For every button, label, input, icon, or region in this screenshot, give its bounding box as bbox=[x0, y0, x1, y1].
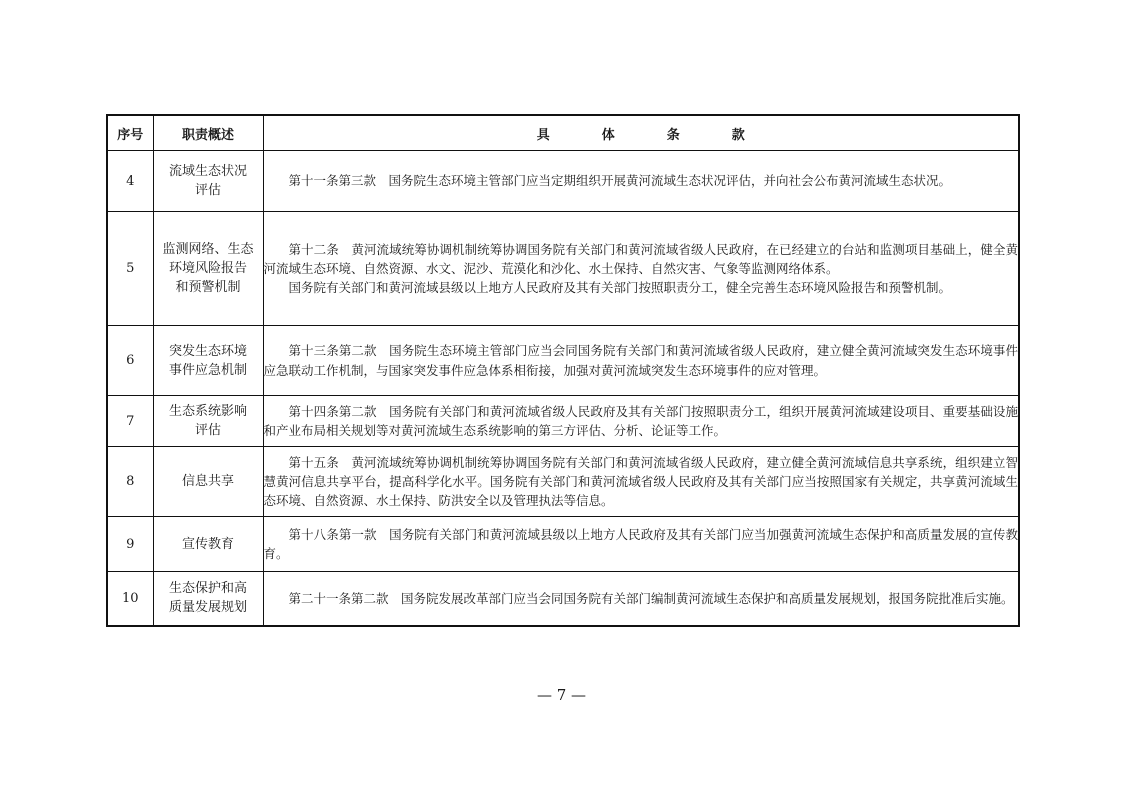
row-summary-line: 突发生态环境 bbox=[168, 343, 247, 359]
table-row bbox=[107, 447, 1019, 517]
row-detail-paragraph: 国务院有关部门和黄河流域县级以上地方人民政府及其有关部门按照职责分工，健全完善生态环境风险报告和预警机制。 bbox=[288, 280, 952, 296]
header-detail-letter: 具 bbox=[536, 127, 550, 143]
table-row bbox=[107, 517, 1019, 572]
row-summary-line: 和预警机制 bbox=[175, 280, 241, 295]
row-detail-paragraph: 第十一条第三款 国务院生态环境主管部门应当定期组织开展黄河流域生态状况评估，并向社会公布黄河流域生态状况。 bbox=[288, 173, 952, 189]
row-summary-line: 信息共享 bbox=[181, 474, 234, 489]
row-detail bbox=[263, 212, 1019, 326]
row-detail bbox=[263, 396, 1019, 447]
row-summary bbox=[153, 151, 263, 212]
row-summary bbox=[153, 326, 263, 396]
row-detail-paragraph: 第十三条第二款 国务院生态环境主管部门应当会同国务院有关部门和黄河流域省级人民政府，建立健全黄河流域突发生态环境事件应急联动工作机制，与国家突发事件应急体系相衔接，加强对黄河流域突发生态环境事件的应对管理。 bbox=[263, 343, 1018, 378]
row-detail-paragraph: 第十五条 黄河流域统筹协调机制统筹协调国务院有关部门和黄河流域省级人民政府，建立健全黄河流域信息共享系统，组织建立智慧黄河信息共享平台，提高科学化水平。国务院有关部门和黄河流域省级人民政府及其有关部门应当按照国家有关规定，共享黄河流域生态环境、自然资源、水土保持、防洪安全以及管理执法等信息。 bbox=[263, 454, 1018, 509]
table-row bbox=[107, 326, 1019, 396]
row-number: 6 bbox=[107, 326, 153, 396]
row-detail-paragraph: 第二十一条第二款 国务院发展改革部门应当会同国务院有关部门编制黄河流域生态保护和高质量发展规划，报国务院批准后实施。 bbox=[288, 590, 1014, 606]
row-detail bbox=[263, 572, 1019, 626]
row-detail bbox=[263, 447, 1019, 517]
table-row bbox=[107, 396, 1019, 447]
table-row bbox=[107, 572, 1019, 626]
row-summary-line: 质量发展规划 bbox=[168, 600, 247, 616]
row-detail-paragraph: 第十八条第一款 国务院有关部门和黄河流域县级以上地方人民政府及其有关部门应当加强黄河流域生态保护和高质量发展的宣传教育。 bbox=[263, 526, 1018, 561]
header-detail-letter: 条 bbox=[666, 127, 680, 143]
row-summary bbox=[153, 572, 263, 626]
row-summary-line: 监测网络、生态 bbox=[162, 242, 254, 257]
row-summary-line: 生态保护和高 bbox=[168, 581, 247, 597]
header-detail bbox=[263, 115, 1019, 151]
duty-table bbox=[106, 114, 1020, 627]
row-summary-line: 评估 bbox=[194, 183, 221, 198]
header-summary: 职责概述 bbox=[153, 115, 263, 151]
row-summary-line: 环境风险报告 bbox=[168, 261, 247, 276]
row-detail bbox=[263, 517, 1019, 572]
table-row bbox=[107, 212, 1019, 326]
row-summary-line: 事件应急机制 bbox=[168, 362, 247, 378]
row-number: 5 bbox=[107, 212, 153, 326]
table-row bbox=[107, 151, 1019, 212]
row-summary bbox=[153, 447, 263, 517]
row-summary-line: 生态系统影响 bbox=[168, 404, 247, 419]
row-number: 10 bbox=[107, 572, 153, 626]
row-summary bbox=[153, 212, 263, 326]
row-summary-line: 宣传教育 bbox=[181, 536, 234, 552]
row-detail bbox=[263, 326, 1019, 396]
page-number: — 7 — bbox=[536, 686, 587, 704]
row-summary-line: 流域生态状况 bbox=[168, 164, 247, 179]
row-summary-line: 评估 bbox=[194, 423, 221, 438]
row-summary bbox=[153, 396, 263, 447]
row-number: 4 bbox=[107, 151, 153, 212]
header-number: 序号 bbox=[107, 115, 153, 151]
header-detail-letter: 体 bbox=[601, 127, 615, 143]
table-body bbox=[107, 151, 1019, 626]
row-number: 7 bbox=[107, 396, 153, 447]
table-header-row bbox=[107, 115, 1019, 151]
row-detail-paragraph: 第十四条第二款 国务院有关部门和黄河流域省级人民政府及其有关部门按照职责分工，组织开展黄河流域建设项目、重要基础设施和产业布局相关规划等对黄河流域生态系统影响的第三方评估、分析、论证等工作。 bbox=[263, 403, 1018, 438]
row-number: 9 bbox=[107, 517, 153, 572]
row-number: 8 bbox=[107, 447, 153, 517]
row-detail bbox=[263, 151, 1019, 212]
row-detail-paragraph: 第十二条 黄河流域统筹协调机制统筹协调国务院有关部门和黄河流域省级人民政府，在已经建立的台站和监测项目基础上，健全黄河流域生态环境、自然资源、水文、泥沙、荒漠化和沙化、水土保持、自然灾害、气象等监测网络体系。 bbox=[263, 241, 1018, 276]
header-detail-letter: 款 bbox=[731, 127, 745, 143]
row-summary bbox=[153, 517, 263, 572]
